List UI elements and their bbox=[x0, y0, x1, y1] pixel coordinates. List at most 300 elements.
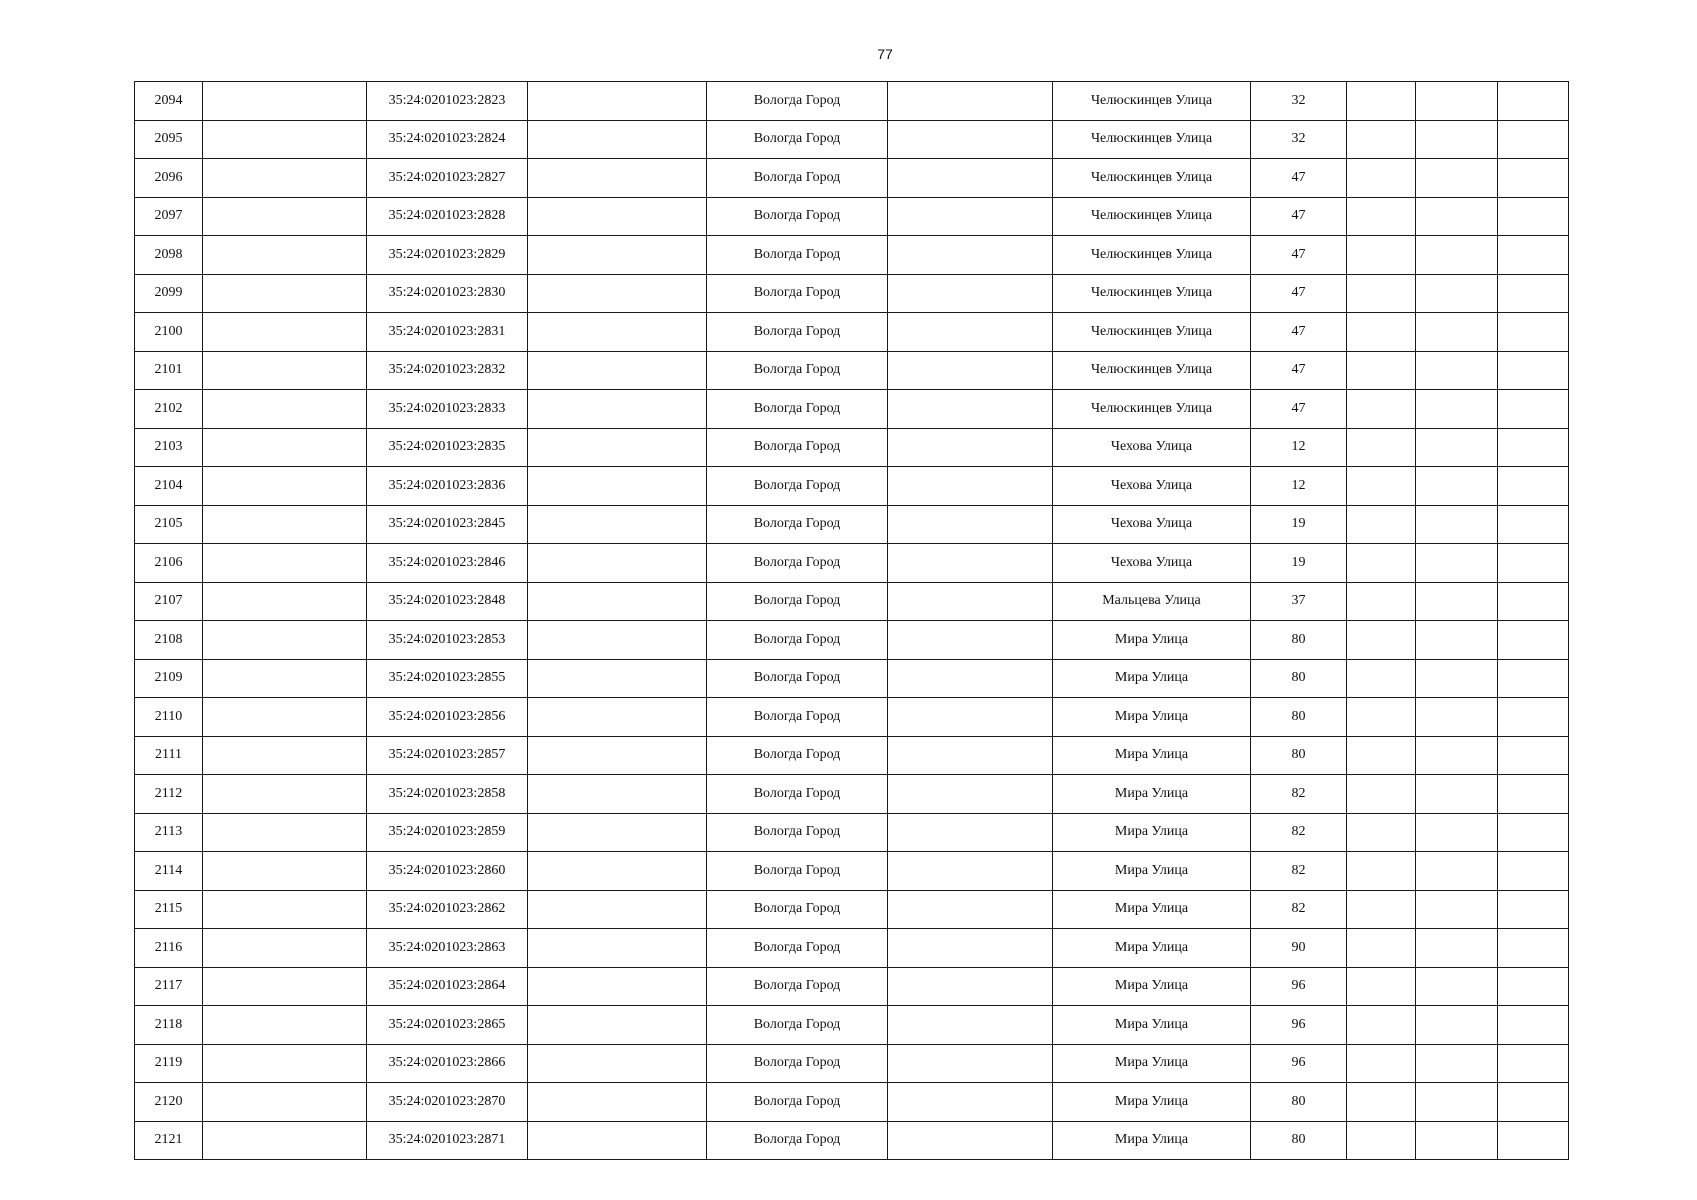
cell-empty bbox=[1416, 1006, 1498, 1045]
cell-empty bbox=[1416, 467, 1498, 506]
cell-empty bbox=[888, 890, 1053, 929]
cell-street: Мира Улица bbox=[1053, 1121, 1251, 1160]
cell-empty bbox=[1416, 621, 1498, 660]
cell-cadastral-number: 35:24:0201023:2830 bbox=[367, 274, 528, 313]
cell-row-number: 2104 bbox=[135, 467, 203, 506]
cell-cadastral-number: 35:24:0201023:2833 bbox=[367, 390, 528, 429]
cell-house-number: 90 bbox=[1251, 929, 1347, 968]
cell-street: Челюскинцев Улица bbox=[1053, 120, 1251, 159]
cell-empty bbox=[1416, 659, 1498, 698]
cell-empty bbox=[528, 1044, 707, 1083]
cell-house-number: 80 bbox=[1251, 698, 1347, 737]
cell-empty bbox=[203, 890, 367, 929]
table-row bbox=[135, 82, 1569, 121]
cell-row-number: 2113 bbox=[135, 813, 203, 852]
cell-empty bbox=[203, 659, 367, 698]
table-row bbox=[135, 544, 1569, 583]
table-row bbox=[135, 120, 1569, 159]
cell-house-number: 82 bbox=[1251, 775, 1347, 814]
cell-empty bbox=[1416, 929, 1498, 968]
cell-city: Вологда Город bbox=[707, 505, 888, 544]
cell-empty bbox=[1416, 428, 1498, 467]
cell-empty bbox=[1416, 1121, 1498, 1160]
cell-empty bbox=[1498, 428, 1569, 467]
cell-empty bbox=[1347, 967, 1416, 1006]
cell-row-number: 2100 bbox=[135, 313, 203, 352]
cell-empty bbox=[528, 274, 707, 313]
cell-city: Вологда Город bbox=[707, 313, 888, 352]
cell-empty bbox=[1347, 428, 1416, 467]
cell-empty bbox=[1498, 659, 1569, 698]
cell-empty bbox=[1416, 736, 1498, 775]
cell-empty bbox=[1498, 1083, 1569, 1122]
cell-empty bbox=[203, 120, 367, 159]
cell-cadastral-number: 35:24:0201023:2853 bbox=[367, 621, 528, 660]
cell-cadastral-number: 35:24:0201023:2860 bbox=[367, 852, 528, 891]
table-row bbox=[135, 390, 1569, 429]
cell-row-number: 2112 bbox=[135, 775, 203, 814]
cell-empty bbox=[528, 621, 707, 660]
cell-cadastral-number: 35:24:0201023:2856 bbox=[367, 698, 528, 737]
cell-empty bbox=[528, 852, 707, 891]
cell-empty bbox=[1498, 698, 1569, 737]
cell-row-number: 2103 bbox=[135, 428, 203, 467]
cell-cadastral-number: 35:24:0201023:2836 bbox=[367, 467, 528, 506]
cell-house-number: 12 bbox=[1251, 467, 1347, 506]
cell-street: Мира Улица bbox=[1053, 1044, 1251, 1083]
cell-street: Мира Улица bbox=[1053, 1083, 1251, 1122]
cell-empty bbox=[1498, 582, 1569, 621]
cell-empty bbox=[1416, 82, 1498, 121]
cell-empty bbox=[203, 274, 367, 313]
cell-empty bbox=[528, 82, 707, 121]
cell-empty bbox=[203, 621, 367, 660]
cell-empty bbox=[1347, 929, 1416, 968]
cell-empty bbox=[1416, 852, 1498, 891]
cell-cadastral-number: 35:24:0201023:2864 bbox=[367, 967, 528, 1006]
cell-street: Мира Улица bbox=[1053, 967, 1251, 1006]
cell-empty bbox=[888, 82, 1053, 121]
cell-empty bbox=[1498, 82, 1569, 121]
cell-city: Вологда Город bbox=[707, 582, 888, 621]
cell-empty bbox=[888, 582, 1053, 621]
cell-empty bbox=[1416, 505, 1498, 544]
cell-street: Челюскинцев Улица bbox=[1053, 236, 1251, 275]
cell-empty bbox=[528, 120, 707, 159]
cell-row-number: 2101 bbox=[135, 351, 203, 390]
cell-house-number: 19 bbox=[1251, 544, 1347, 583]
cell-empty bbox=[528, 698, 707, 737]
table-row bbox=[135, 659, 1569, 698]
cell-house-number: 80 bbox=[1251, 1121, 1347, 1160]
cell-empty bbox=[528, 1121, 707, 1160]
cell-row-number: 2107 bbox=[135, 582, 203, 621]
cell-house-number: 80 bbox=[1251, 1083, 1347, 1122]
cell-empty bbox=[1498, 1006, 1569, 1045]
cell-empty bbox=[1498, 967, 1569, 1006]
cell-empty bbox=[1416, 775, 1498, 814]
cell-empty bbox=[528, 351, 707, 390]
cell-empty bbox=[203, 467, 367, 506]
cell-cadastral-number: 35:24:0201023:2865 bbox=[367, 1006, 528, 1045]
cell-house-number: 80 bbox=[1251, 659, 1347, 698]
cell-row-number: 2116 bbox=[135, 929, 203, 968]
cell-empty bbox=[203, 929, 367, 968]
cell-empty bbox=[1416, 236, 1498, 275]
cell-empty bbox=[1498, 775, 1569, 814]
cell-empty bbox=[1498, 390, 1569, 429]
cell-cadastral-number: 35:24:0201023:2871 bbox=[367, 1121, 528, 1160]
cell-cadastral-number: 35:24:0201023:2824 bbox=[367, 120, 528, 159]
cell-empty bbox=[1347, 1083, 1416, 1122]
cell-empty bbox=[888, 1006, 1053, 1045]
table-row bbox=[135, 159, 1569, 198]
cell-cadastral-number: 35:24:0201023:2845 bbox=[367, 505, 528, 544]
cell-city: Вологда Город bbox=[707, 852, 888, 891]
table-row bbox=[135, 505, 1569, 544]
cell-row-number: 2111 bbox=[135, 736, 203, 775]
cell-empty bbox=[1498, 621, 1569, 660]
cell-empty bbox=[203, 1006, 367, 1045]
cell-empty bbox=[203, 197, 367, 236]
cell-house-number: 12 bbox=[1251, 428, 1347, 467]
cell-street: Мира Улица bbox=[1053, 621, 1251, 660]
cell-empty bbox=[528, 775, 707, 814]
table-row bbox=[135, 428, 1569, 467]
cell-empty bbox=[203, 775, 367, 814]
cell-city: Вологда Город bbox=[707, 890, 888, 929]
cell-empty bbox=[203, 582, 367, 621]
table-row bbox=[135, 813, 1569, 852]
cell-house-number: 47 bbox=[1251, 390, 1347, 429]
cell-street: Челюскинцев Улица bbox=[1053, 274, 1251, 313]
table-row bbox=[135, 1121, 1569, 1160]
cell-house-number: 32 bbox=[1251, 82, 1347, 121]
cell-empty bbox=[203, 967, 367, 1006]
cell-street: Челюскинцев Улица bbox=[1053, 351, 1251, 390]
cell-street: Мира Улица bbox=[1053, 890, 1251, 929]
cell-house-number: 37 bbox=[1251, 582, 1347, 621]
cell-empty bbox=[203, 505, 367, 544]
table-body bbox=[135, 82, 1569, 1160]
cell-empty bbox=[528, 159, 707, 198]
cell-cadastral-number: 35:24:0201023:2857 bbox=[367, 736, 528, 775]
cell-empty bbox=[528, 659, 707, 698]
cell-row-number: 2110 bbox=[135, 698, 203, 737]
cell-empty bbox=[1498, 313, 1569, 352]
cell-empty bbox=[888, 313, 1053, 352]
cell-empty bbox=[528, 890, 707, 929]
cell-cadastral-number: 35:24:0201023:2863 bbox=[367, 929, 528, 968]
cell-row-number: 2114 bbox=[135, 852, 203, 891]
cell-city: Вологда Город bbox=[707, 929, 888, 968]
cell-empty bbox=[1347, 1121, 1416, 1160]
cell-city: Вологда Город bbox=[707, 544, 888, 583]
cell-street: Мальцева Улица bbox=[1053, 582, 1251, 621]
cell-cadastral-number: 35:24:0201023:2823 bbox=[367, 82, 528, 121]
cell-cadastral-number: 35:24:0201023:2870 bbox=[367, 1083, 528, 1122]
cell-empty bbox=[1416, 390, 1498, 429]
cell-house-number: 96 bbox=[1251, 967, 1347, 1006]
cell-cadastral-number: 35:24:0201023:2858 bbox=[367, 775, 528, 814]
cell-empty bbox=[528, 736, 707, 775]
cell-empty bbox=[888, 428, 1053, 467]
cell-city: Вологда Город bbox=[707, 197, 888, 236]
cell-house-number: 47 bbox=[1251, 313, 1347, 352]
cell-house-number: 47 bbox=[1251, 197, 1347, 236]
cell-cadastral-number: 35:24:0201023:2866 bbox=[367, 1044, 528, 1083]
cell-empty bbox=[1416, 544, 1498, 583]
cell-house-number: 47 bbox=[1251, 351, 1347, 390]
cell-empty bbox=[888, 698, 1053, 737]
cell-cadastral-number: 35:24:0201023:2832 bbox=[367, 351, 528, 390]
page-number: 77 bbox=[877, 46, 893, 62]
cell-empty bbox=[888, 736, 1053, 775]
cell-city: Вологда Город bbox=[707, 1083, 888, 1122]
table-row bbox=[135, 929, 1569, 968]
cell-empty bbox=[888, 621, 1053, 660]
cell-city: Вологда Город bbox=[707, 428, 888, 467]
cell-empty bbox=[1416, 274, 1498, 313]
cell-city: Вологда Город bbox=[707, 467, 888, 506]
cell-house-number: 80 bbox=[1251, 621, 1347, 660]
cell-empty bbox=[1498, 274, 1569, 313]
cell-house-number: 96 bbox=[1251, 1044, 1347, 1083]
cell-empty bbox=[1416, 159, 1498, 198]
cell-city: Вологда Город bbox=[707, 390, 888, 429]
cell-street: Челюскинцев Улица bbox=[1053, 159, 1251, 198]
cell-cadastral-number: 35:24:0201023:2835 bbox=[367, 428, 528, 467]
cell-empty bbox=[1416, 813, 1498, 852]
cell-empty bbox=[1498, 120, 1569, 159]
cell-city: Вологда Город bbox=[707, 621, 888, 660]
cell-empty bbox=[203, 736, 367, 775]
cell-cadastral-number: 35:24:0201023:2828 bbox=[367, 197, 528, 236]
cell-city: Вологда Город bbox=[707, 775, 888, 814]
registry-table bbox=[134, 81, 1569, 1160]
cell-empty bbox=[528, 467, 707, 506]
cell-empty bbox=[1347, 197, 1416, 236]
cell-empty bbox=[1416, 120, 1498, 159]
cell-empty bbox=[1347, 505, 1416, 544]
cell-empty bbox=[888, 236, 1053, 275]
cell-empty bbox=[1498, 852, 1569, 891]
table-row bbox=[135, 1044, 1569, 1083]
cell-empty bbox=[203, 698, 367, 737]
cell-row-number: 2099 bbox=[135, 274, 203, 313]
cell-empty bbox=[1347, 698, 1416, 737]
cell-empty bbox=[1347, 274, 1416, 313]
cell-empty bbox=[528, 929, 707, 968]
cell-empty bbox=[1498, 197, 1569, 236]
cell-house-number: 82 bbox=[1251, 852, 1347, 891]
table-row bbox=[135, 775, 1569, 814]
cell-empty bbox=[888, 813, 1053, 852]
cell-empty bbox=[1498, 505, 1569, 544]
cell-city: Вологда Город bbox=[707, 967, 888, 1006]
cell-empty bbox=[1347, 659, 1416, 698]
cell-street: Мира Улица bbox=[1053, 698, 1251, 737]
cell-cadastral-number: 35:24:0201023:2829 bbox=[367, 236, 528, 275]
cell-empty bbox=[1347, 467, 1416, 506]
cell-street: Челюскинцев Улица bbox=[1053, 313, 1251, 352]
cell-empty bbox=[1347, 159, 1416, 198]
cell-empty bbox=[1347, 351, 1416, 390]
cell-row-number: 2109 bbox=[135, 659, 203, 698]
cell-city: Вологда Город bbox=[707, 1121, 888, 1160]
table-row bbox=[135, 236, 1569, 275]
cell-empty bbox=[888, 852, 1053, 891]
cell-row-number: 2102 bbox=[135, 390, 203, 429]
cell-empty bbox=[1347, 852, 1416, 891]
cell-house-number: 32 bbox=[1251, 120, 1347, 159]
cell-empty bbox=[1347, 621, 1416, 660]
cell-empty bbox=[888, 274, 1053, 313]
table-row bbox=[135, 852, 1569, 891]
cell-empty bbox=[1416, 1083, 1498, 1122]
cell-empty bbox=[1416, 313, 1498, 352]
cell-empty bbox=[203, 351, 367, 390]
table-row bbox=[135, 698, 1569, 737]
cell-empty bbox=[1416, 197, 1498, 236]
cell-street: Мира Улица bbox=[1053, 736, 1251, 775]
cell-empty bbox=[888, 390, 1053, 429]
cell-house-number: 47 bbox=[1251, 159, 1347, 198]
cell-house-number: 47 bbox=[1251, 236, 1347, 275]
cell-empty bbox=[1498, 236, 1569, 275]
cell-row-number: 2115 bbox=[135, 890, 203, 929]
cell-empty bbox=[1498, 736, 1569, 775]
table-row bbox=[135, 313, 1569, 352]
cell-empty bbox=[888, 159, 1053, 198]
cell-empty bbox=[528, 313, 707, 352]
cell-city: Вологда Город bbox=[707, 698, 888, 737]
cell-empty bbox=[888, 1083, 1053, 1122]
cell-empty bbox=[203, 813, 367, 852]
cell-empty bbox=[1347, 890, 1416, 929]
cell-empty bbox=[1498, 467, 1569, 506]
cell-empty bbox=[203, 428, 367, 467]
cell-empty bbox=[888, 467, 1053, 506]
table-row bbox=[135, 967, 1569, 1006]
cell-empty bbox=[888, 351, 1053, 390]
cell-empty bbox=[528, 505, 707, 544]
cell-street: Мира Улица bbox=[1053, 852, 1251, 891]
cell-empty bbox=[1347, 775, 1416, 814]
cell-empty bbox=[1347, 390, 1416, 429]
cell-empty bbox=[1416, 351, 1498, 390]
cell-empty bbox=[528, 197, 707, 236]
cell-street: Чехова Улица bbox=[1053, 544, 1251, 583]
cell-empty bbox=[1347, 313, 1416, 352]
cell-row-number: 2118 bbox=[135, 1006, 203, 1045]
cell-empty bbox=[1347, 236, 1416, 275]
cell-empty bbox=[1416, 967, 1498, 1006]
cell-city: Вологда Город bbox=[707, 351, 888, 390]
cell-empty bbox=[528, 582, 707, 621]
cell-empty bbox=[1347, 120, 1416, 159]
cell-row-number: 2106 bbox=[135, 544, 203, 583]
cell-empty bbox=[1347, 544, 1416, 583]
cell-cadastral-number: 35:24:0201023:2827 bbox=[367, 159, 528, 198]
cell-empty bbox=[203, 852, 367, 891]
cell-street: Мира Улица bbox=[1053, 929, 1251, 968]
cell-street: Челюскинцев Улица bbox=[1053, 390, 1251, 429]
table-row bbox=[135, 467, 1569, 506]
cell-city: Вологда Город bbox=[707, 1006, 888, 1045]
cell-empty bbox=[1416, 582, 1498, 621]
cell-house-number: 19 bbox=[1251, 505, 1347, 544]
cell-empty bbox=[528, 544, 707, 583]
cell-empty bbox=[1498, 813, 1569, 852]
cell-street: Мира Улица bbox=[1053, 813, 1251, 852]
table-row bbox=[135, 1006, 1569, 1045]
cell-empty bbox=[528, 428, 707, 467]
cell-house-number: 80 bbox=[1251, 736, 1347, 775]
cell-cadastral-number: 35:24:0201023:2862 bbox=[367, 890, 528, 929]
cell-empty bbox=[1347, 82, 1416, 121]
table-row bbox=[135, 274, 1569, 313]
cell-row-number: 2117 bbox=[135, 967, 203, 1006]
cell-street: Мира Улица bbox=[1053, 1006, 1251, 1045]
cell-house-number: 96 bbox=[1251, 1006, 1347, 1045]
cell-empty bbox=[203, 544, 367, 583]
cell-empty bbox=[888, 659, 1053, 698]
cell-empty bbox=[1498, 351, 1569, 390]
cell-house-number: 47 bbox=[1251, 274, 1347, 313]
cell-empty bbox=[888, 1121, 1053, 1160]
cell-street: Мира Улица bbox=[1053, 659, 1251, 698]
cell-empty bbox=[1498, 159, 1569, 198]
cell-empty bbox=[888, 775, 1053, 814]
cell-row-number: 2098 bbox=[135, 236, 203, 275]
cell-street: Челюскинцев Улица bbox=[1053, 197, 1251, 236]
cell-city: Вологда Город bbox=[707, 813, 888, 852]
cell-empty bbox=[203, 159, 367, 198]
table-row bbox=[135, 351, 1569, 390]
cell-row-number: 2096 bbox=[135, 159, 203, 198]
cell-house-number: 82 bbox=[1251, 813, 1347, 852]
cell-cadastral-number: 35:24:0201023:2848 bbox=[367, 582, 528, 621]
cell-empty bbox=[888, 1044, 1053, 1083]
cell-empty bbox=[1347, 813, 1416, 852]
cell-cadastral-number: 35:24:0201023:2859 bbox=[367, 813, 528, 852]
cell-city: Вологда Город bbox=[707, 120, 888, 159]
cell-empty bbox=[528, 390, 707, 429]
cell-city: Вологда Город bbox=[707, 1044, 888, 1083]
cell-empty bbox=[203, 1044, 367, 1083]
cell-empty bbox=[888, 120, 1053, 159]
cell-empty bbox=[1347, 1006, 1416, 1045]
cell-empty bbox=[203, 236, 367, 275]
cell-row-number: 2120 bbox=[135, 1083, 203, 1122]
table-row bbox=[135, 1083, 1569, 1122]
cell-empty bbox=[888, 929, 1053, 968]
cell-row-number: 2094 bbox=[135, 82, 203, 121]
cell-empty bbox=[528, 1006, 707, 1045]
cell-row-number: 2108 bbox=[135, 621, 203, 660]
cell-empty bbox=[888, 505, 1053, 544]
cell-empty bbox=[1416, 890, 1498, 929]
cell-empty bbox=[203, 390, 367, 429]
table-row bbox=[135, 197, 1569, 236]
cell-row-number: 2105 bbox=[135, 505, 203, 544]
cell-empty bbox=[888, 544, 1053, 583]
cell-empty bbox=[1498, 1044, 1569, 1083]
cell-empty bbox=[1416, 1044, 1498, 1083]
table-row bbox=[135, 736, 1569, 775]
cell-empty bbox=[1498, 1121, 1569, 1160]
